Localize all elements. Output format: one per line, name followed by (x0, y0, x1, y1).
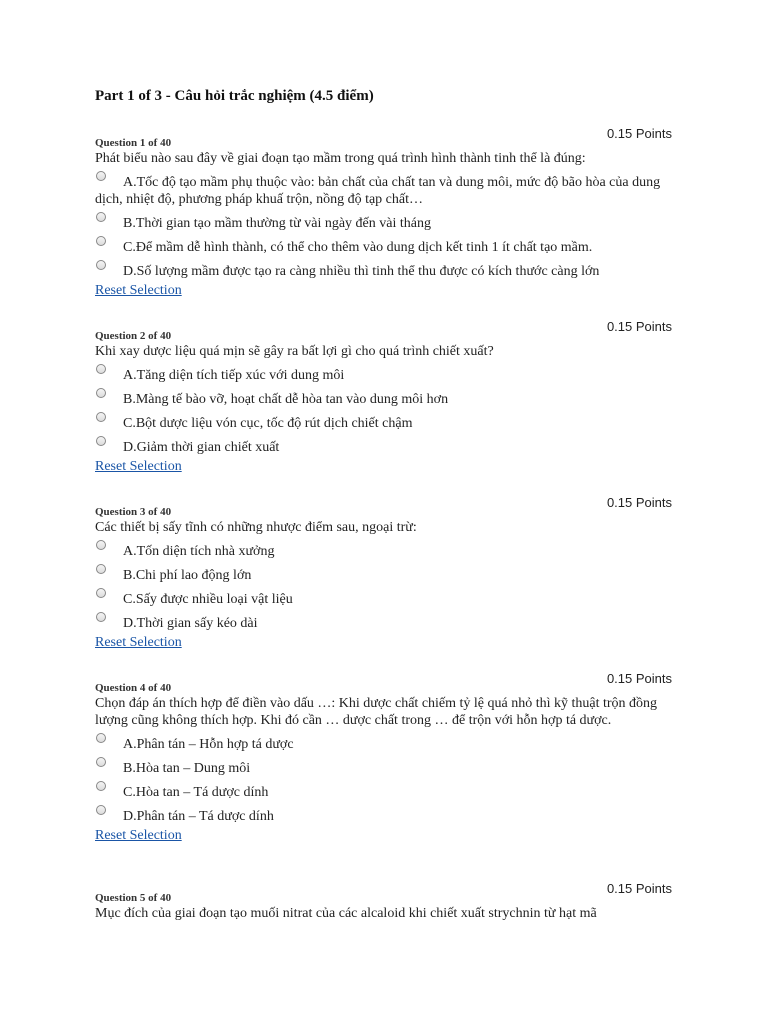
answer-option-label: C.Để mầm dễ hình thành, có thể cho thêm vào dung dịch kết tinh 1 ít chất tạo mầm. (123, 240, 593, 255)
question-text: Các thiết bị sấy tĩnh có những nhược điểm sau, ngoại trừ: (95, 520, 417, 535)
question-3 (95, 495, 675, 651)
answer-option-label: D.Thời gian sấy kéo dài (123, 616, 258, 631)
answer-option-b[interactable] (95, 567, 675, 584)
answer-option-b[interactable] (95, 215, 675, 232)
answer-option-d[interactable] (95, 808, 675, 825)
part-title: Part 1 of 3 - Câu hỏi trắc nghiệm (4.5 điểm) (95, 88, 374, 104)
question-2 (95, 319, 675, 475)
radio-button[interactable] (96, 540, 106, 550)
answer-option-label: B.Chi phí lao động lớn (123, 568, 252, 583)
answer-option-label: A.Phân tán – Hỗn hợp tá dược (123, 737, 294, 752)
question-points: 0.15 Points (606, 495, 672, 510)
question-text: Phát biểu nào sau đây về giai đoạn tạo mầm trong quá trình hình thành tinh thể là đúng: (95, 151, 586, 166)
answer-option-d[interactable] (95, 263, 675, 280)
reset-selection-link[interactable]: Reset Selection (95, 828, 182, 843)
answer-option-c[interactable] (95, 591, 675, 608)
answer-option-c[interactable] (95, 415, 675, 432)
question-number: Question 5 of 40 (95, 892, 172, 904)
answer-option-label: C.Hòa tan – Tá dược dính (123, 785, 269, 800)
radio-button[interactable] (96, 364, 106, 374)
radio-button[interactable] (96, 805, 106, 815)
radio-button[interactable] (96, 260, 106, 270)
reset-selection-link[interactable]: Reset Selection (95, 283, 182, 298)
answer-option-b[interactable] (95, 391, 675, 408)
answer-option-label: B.Màng tế bào vỡ, hoạt chất dễ hòa tan vào dung môi hơn (123, 392, 449, 407)
question-number: Question 2 of 40 (95, 330, 172, 342)
question-4 (95, 671, 675, 844)
question-number: Question 4 of 40 (95, 682, 172, 694)
answer-option-a[interactable] (95, 367, 675, 384)
answer-option-label: C.Bột dược liệu vón cục, tốc độ rút dịch chiết chậm (123, 416, 413, 431)
question-text: Mục đích của giai đoạn tạo muối nitrat của các alcaloid khi chiết xuất strychnin từ hạt mã (95, 906, 597, 921)
answer-option-label: A.Tốc độ tạo mầm phụ thuộc vào: bản chất của chất tan và dung môi, mức độ bão hòa của dung dịch, nhiệt độ, phương pháp khuấ trộn, nồng độ tạp chất… (95, 175, 661, 207)
question-5 (95, 881, 675, 922)
radio-button[interactable] (96, 236, 106, 246)
answer-option-label: D.Giảm thời gian chiết xuất (123, 440, 280, 455)
question-points: 0.15 Points (606, 671, 672, 686)
question-points: 0.15 Points (606, 881, 672, 896)
radio-button[interactable] (96, 781, 106, 791)
question-number: Question 3 of 40 (95, 506, 172, 518)
radio-button[interactable] (96, 388, 106, 398)
reset-selection-link[interactable]: Reset Selection (95, 635, 182, 650)
answer-option-d[interactable] (95, 615, 675, 632)
radio-button[interactable] (96, 171, 106, 181)
radio-button[interactable] (96, 612, 106, 622)
radio-button[interactable] (96, 757, 106, 767)
radio-button[interactable] (96, 564, 106, 574)
question-points: 0.15 Points (606, 126, 672, 141)
question-text: Chọn đáp án thích hợp để điền vào dấu …: Khi dược chất chiếm tỷ lệ quá nhỏ thì kỹ thuật trộn đồng lượng cũng không thích hợp. Khi đó cần … dược chất trong … để trộn với hỗn hợp tá dược. (95, 696, 658, 728)
answer-option-d[interactable] (95, 439, 675, 456)
question-points: 0.15 Points (606, 319, 672, 334)
answer-option-label: C.Sấy được nhiều loại vật liệu (123, 592, 293, 607)
answer-option-label: A.Tốn diện tích nhà xưởng (123, 544, 275, 559)
radio-button[interactable] (96, 412, 106, 422)
radio-button[interactable] (96, 212, 106, 222)
radio-button[interactable] (96, 733, 106, 743)
answer-option-label: B.Hòa tan – Dung môi (123, 761, 251, 776)
question-1 (95, 126, 675, 299)
answer-option-label: A.Tăng diện tích tiếp xúc với dung môi (123, 368, 345, 383)
radio-button[interactable] (96, 588, 106, 598)
answer-option-c[interactable] (95, 784, 675, 801)
answer-option-c[interactable] (95, 239, 675, 256)
answer-option-a[interactable] (95, 543, 675, 560)
question-number: Question 1 of 40 (95, 137, 172, 149)
question-text: Khi xay dược liệu quá mịn sẽ gây ra bất lợi gì cho quá trình chiết xuất? (95, 344, 494, 359)
radio-button[interactable] (96, 436, 106, 446)
answer-option-a[interactable] (95, 174, 675, 208)
reset-selection-link[interactable]: Reset Selection (95, 459, 182, 474)
answer-option-label: D.Phân tán – Tá dược dính (123, 809, 274, 824)
answer-option-a[interactable] (95, 736, 675, 753)
answer-option-label: D.Số lượng mầm được tạo ra càng nhiều thì tinh thể thu được có kích thước càng lớn (123, 264, 600, 279)
answer-option-b[interactable] (95, 760, 675, 777)
answer-option-label: B.Thời gian tạo mầm thường từ vài ngày đến vài tháng (123, 216, 431, 231)
